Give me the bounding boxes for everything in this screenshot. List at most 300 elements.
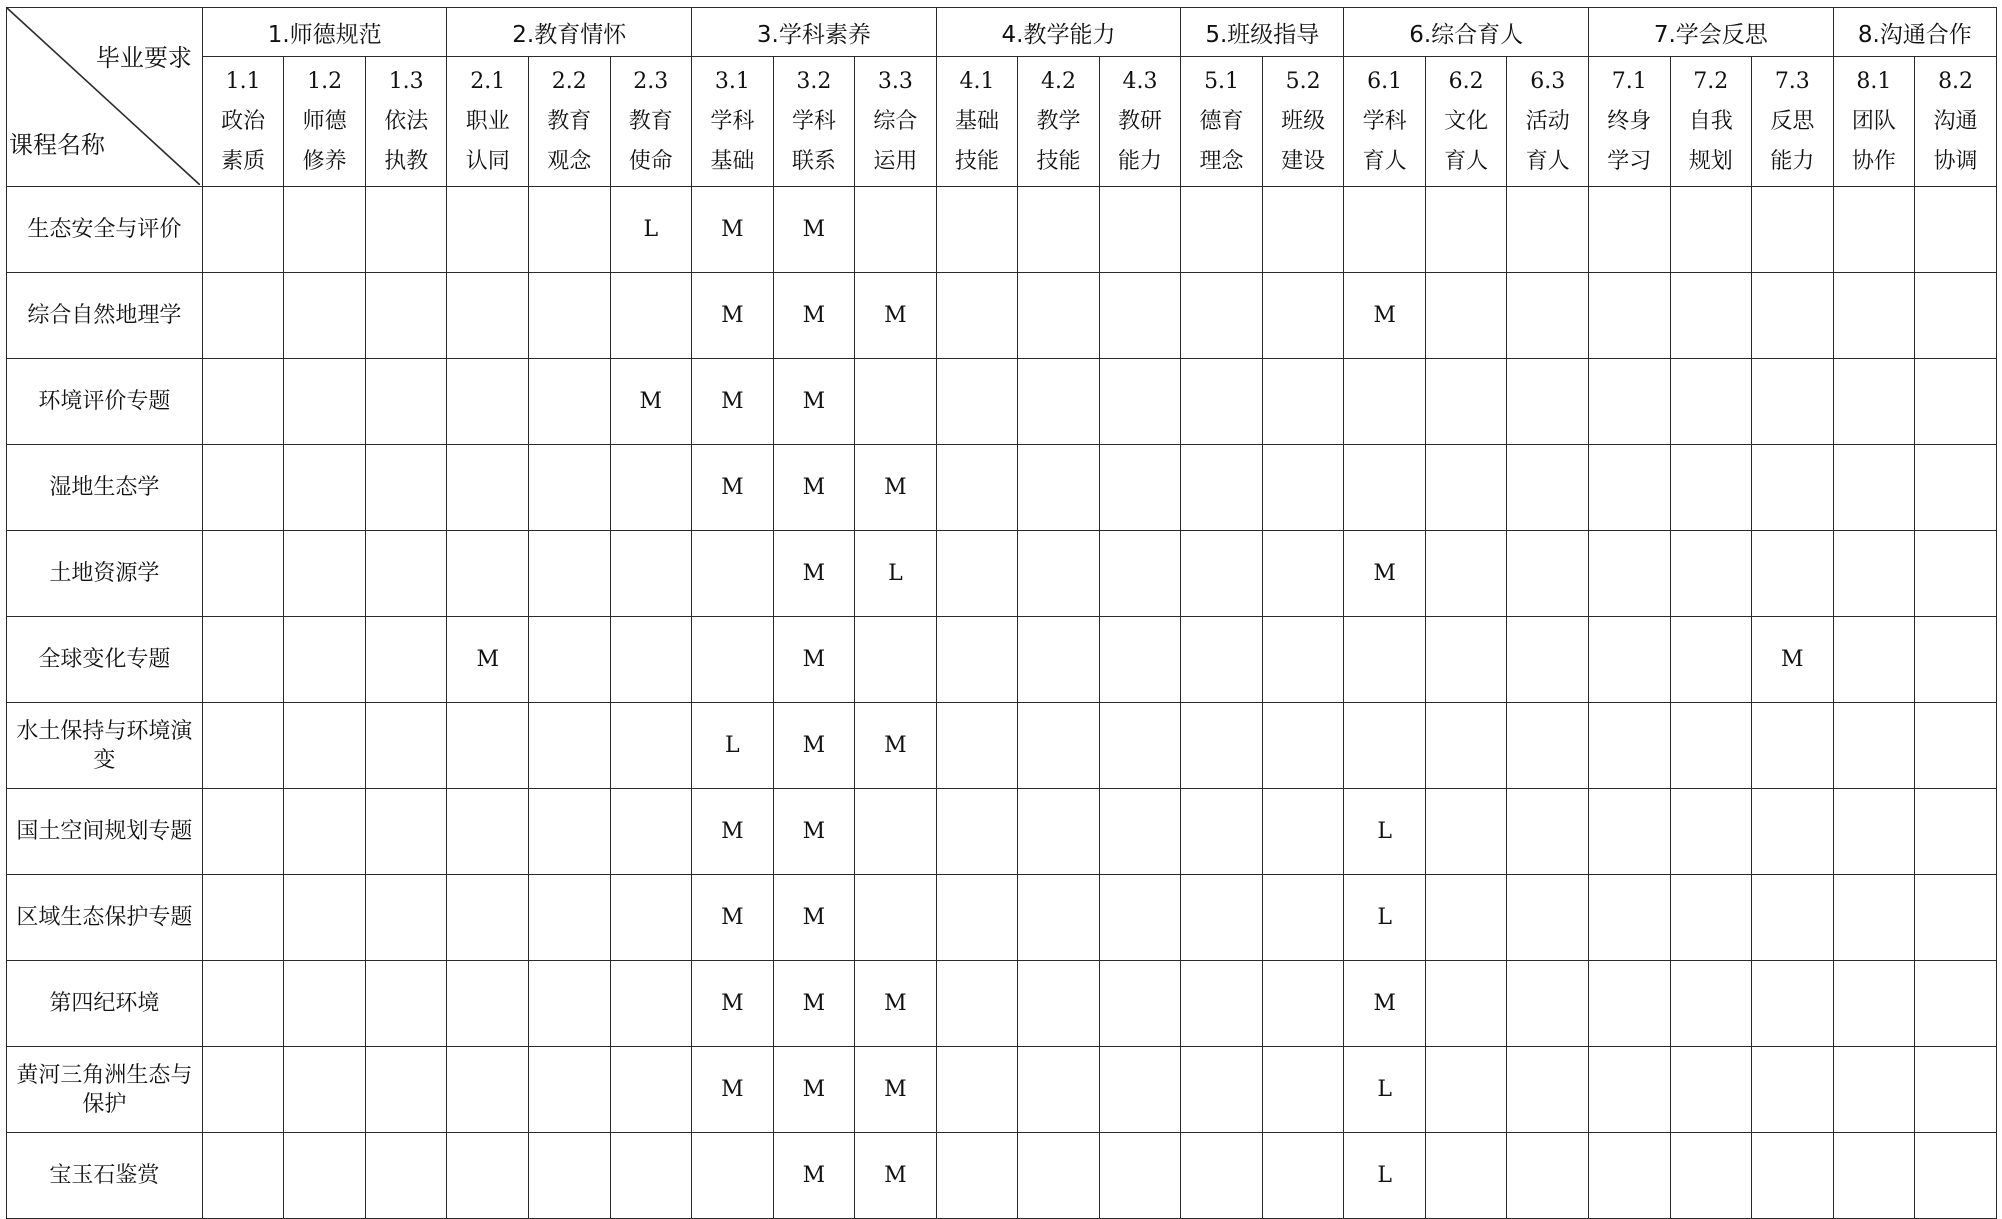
support-level-cell — [1670, 1133, 1752, 1219]
support-level-cell — [447, 789, 529, 875]
support-level-cell — [1833, 961, 1915, 1047]
support-level-cell: M — [773, 789, 855, 875]
support-level-cell — [447, 1133, 529, 1219]
sub-requirement-label-line: 基础 — [710, 148, 755, 174]
support-level-cell — [365, 445, 447, 531]
support-level-cell — [1915, 1133, 1997, 1219]
support-level-cell — [1752, 1133, 1834, 1219]
sub-requirement-header — [1507, 57, 1589, 187]
support-level-cell — [1344, 703, 1426, 789]
support-level-cell — [1181, 1047, 1263, 1133]
support-level-cell — [1507, 1133, 1589, 1219]
support-level-cell — [1915, 1047, 1997, 1133]
requirement-group-header: 6.综合育人 — [1344, 8, 1589, 57]
sub-requirement-label-line: 技能 — [1036, 148, 1081, 174]
course-name: 土地资源学 — [7, 531, 203, 617]
support-level-cell — [1262, 789, 1344, 875]
support-level-cell: M — [692, 1047, 774, 1133]
support-level-cell — [1425, 1133, 1507, 1219]
support-level-cell — [1425, 789, 1507, 875]
support-level-cell: M — [773, 703, 855, 789]
support-level-cell — [1181, 531, 1263, 617]
support-level-cell — [1344, 445, 1426, 531]
sub-requirement-code: 7.2 — [1693, 68, 1729, 94]
sub-requirement-label-line: 理念 — [1199, 148, 1244, 174]
requirement-group-header: 3.学科素养 — [692, 8, 937, 57]
support-level-cell — [447, 531, 529, 617]
sub-requirement-label-line: 育人 — [1444, 148, 1489, 174]
support-level-cell: M — [773, 1047, 855, 1133]
sub-requirement-label-line: 文化 — [1444, 108, 1489, 134]
support-level-cell: M — [610, 359, 692, 445]
requirement-group-header: 5.班级指导 — [1181, 8, 1344, 57]
sub-requirement-label-line: 建设 — [1281, 148, 1326, 174]
support-level-cell — [1181, 359, 1263, 445]
support-level-cell: M — [855, 445, 937, 531]
support-level-cell — [855, 187, 937, 273]
requirement-group-row — [7, 8, 1997, 57]
support-level-cell — [202, 273, 284, 359]
matrix-header — [7, 8, 1997, 187]
support-level-cell — [1181, 703, 1263, 789]
requirement-group-header: 7.学会反思 — [1588, 8, 1833, 57]
support-level-cell — [936, 445, 1018, 531]
support-level-cell — [936, 961, 1018, 1047]
sub-requirement-label-line: 依法 — [384, 108, 429, 134]
requirement-group-header: 4.教学能力 — [936, 8, 1181, 57]
sub-requirement-header — [1588, 57, 1670, 187]
course-name: 综合自然地理学 — [7, 273, 203, 359]
support-level-cell — [1915, 531, 1997, 617]
support-level-cell — [202, 445, 284, 531]
sub-requirement-header — [1833, 57, 1915, 187]
support-level-cell — [692, 531, 774, 617]
support-level-cell — [610, 617, 692, 703]
sub-requirement-header — [529, 57, 611, 187]
support-level-cell — [1425, 961, 1507, 1047]
support-level-cell — [202, 961, 284, 1047]
support-level-cell — [1181, 789, 1263, 875]
support-level-cell — [1670, 617, 1752, 703]
course-row — [7, 187, 1997, 273]
support-level-cell — [529, 703, 611, 789]
support-level-cell — [1507, 273, 1589, 359]
support-level-cell — [1425, 187, 1507, 273]
support-level-cell — [936, 789, 1018, 875]
support-level-cell — [1752, 187, 1834, 273]
support-level-cell — [1262, 875, 1344, 961]
support-level-cell: M — [447, 617, 529, 703]
support-level-cell — [1588, 789, 1670, 875]
support-level-cell: M — [692, 273, 774, 359]
support-level-cell — [1425, 359, 1507, 445]
support-level-cell — [610, 531, 692, 617]
course-name: 环境评价专题 — [7, 359, 203, 445]
support-level-cell — [1752, 703, 1834, 789]
support-level-cell — [1670, 187, 1752, 273]
support-level-cell — [202, 789, 284, 875]
support-level-cell — [1752, 359, 1834, 445]
support-level-cell — [1507, 961, 1589, 1047]
sub-requirement-label-line: 育人 — [1525, 148, 1570, 174]
sub-requirement-header — [773, 57, 855, 187]
sub-requirement-label-line: 联系 — [791, 148, 836, 174]
support-level-cell — [1018, 703, 1100, 789]
requirement-group-header: 8.沟通合作 — [1833, 8, 1996, 57]
support-level-cell — [529, 273, 611, 359]
sub-requirement-label-line: 德育 — [1199, 108, 1244, 134]
support-level-cell — [1099, 617, 1181, 703]
support-level-cell — [1588, 961, 1670, 1047]
support-level-cell — [1262, 617, 1344, 703]
support-level-cell — [936, 359, 1018, 445]
requirements-axis-label: 毕业要求 — [95, 44, 192, 72]
sub-requirement-header — [1344, 57, 1426, 187]
course-axis-label: 课程名称 — [9, 131, 105, 159]
sub-requirement-header — [284, 57, 366, 187]
support-level-cell — [610, 875, 692, 961]
support-level-cell — [529, 1133, 611, 1219]
sub-requirement-label-line: 教研 — [1118, 108, 1163, 134]
support-level-cell: M — [1752, 617, 1834, 703]
sub-requirement-code: 2.1 — [470, 68, 506, 94]
support-level-cell — [1425, 703, 1507, 789]
support-level-cell — [529, 1047, 611, 1133]
support-level-cell — [284, 445, 366, 531]
support-level-cell — [855, 789, 937, 875]
sub-requirement-header — [1915, 57, 1997, 187]
support-level-cell — [284, 531, 366, 617]
support-level-cell — [1262, 531, 1344, 617]
support-level-cell — [447, 273, 529, 359]
support-level-cell — [1833, 359, 1915, 445]
sub-requirement-header — [1670, 57, 1752, 187]
support-level-cell — [284, 789, 366, 875]
sub-requirement-code: 3.2 — [796, 68, 832, 94]
support-level-cell: L — [1344, 1047, 1426, 1133]
support-level-cell — [1099, 789, 1181, 875]
support-level-cell — [936, 1047, 1018, 1133]
sub-requirement-header — [447, 57, 529, 187]
support-level-cell — [855, 617, 937, 703]
support-level-cell — [1670, 789, 1752, 875]
support-level-cell — [1915, 273, 1997, 359]
course-row — [7, 1133, 1997, 1219]
sub-requirement-label-line: 综合 — [873, 108, 918, 134]
support-level-cell: M — [692, 875, 774, 961]
support-level-cell — [1262, 273, 1344, 359]
course-name: 湿地生态学 — [7, 445, 203, 531]
support-level-cell — [1425, 1047, 1507, 1133]
sub-requirement-label-line: 规划 — [1688, 148, 1733, 174]
support-level-cell — [284, 875, 366, 961]
support-level-cell — [1425, 617, 1507, 703]
support-level-cell — [1099, 961, 1181, 1047]
support-level-cell — [1181, 1133, 1263, 1219]
support-level-cell — [202, 531, 284, 617]
support-level-cell — [202, 703, 284, 789]
support-level-cell — [529, 445, 611, 531]
support-level-cell — [1099, 1133, 1181, 1219]
support-level-cell — [1181, 187, 1263, 273]
support-level-cell — [1181, 961, 1263, 1047]
support-level-cell — [1588, 445, 1670, 531]
support-level-cell — [1099, 273, 1181, 359]
sub-requirement-label-line: 班级 — [1281, 108, 1326, 134]
sub-requirement-label-line: 学科 — [710, 108, 755, 134]
support-level-cell — [1018, 187, 1100, 273]
sub-requirement-code: 2.2 — [551, 68, 587, 94]
support-level-cell — [1752, 445, 1834, 531]
sub-requirement-label-line: 素质 — [221, 148, 266, 174]
support-level-cell — [202, 1133, 284, 1219]
support-level-cell — [1752, 875, 1834, 961]
support-level-cell — [1018, 961, 1100, 1047]
support-level-cell — [1181, 445, 1263, 531]
support-level-cell: M — [692, 359, 774, 445]
support-level-cell — [1344, 617, 1426, 703]
support-level-cell — [529, 789, 611, 875]
support-level-cell — [1018, 359, 1100, 445]
support-level-cell — [1915, 875, 1997, 961]
support-level-cell: M — [1344, 961, 1426, 1047]
support-level-cell: M — [855, 703, 937, 789]
support-level-cell — [284, 187, 366, 273]
course-row — [7, 359, 1997, 445]
support-level-cell — [1670, 445, 1752, 531]
support-level-cell — [447, 445, 529, 531]
support-level-cell — [1018, 445, 1100, 531]
support-level-cell — [284, 1047, 366, 1133]
course-row — [7, 875, 1997, 961]
support-level-cell — [1507, 617, 1589, 703]
support-level-cell — [284, 1133, 366, 1219]
support-level-cell — [692, 617, 774, 703]
support-level-cell — [529, 359, 611, 445]
support-level-cell — [529, 617, 611, 703]
support-level-cell — [1833, 273, 1915, 359]
support-level-cell: M — [773, 445, 855, 531]
course-name: 水土保持与环境演变 — [7, 703, 203, 789]
support-level-cell — [1099, 187, 1181, 273]
sub-requirement-code: 6.3 — [1530, 68, 1566, 94]
sub-requirement-header — [1018, 57, 1100, 187]
support-level-cell — [202, 617, 284, 703]
sub-requirement-code: 4.2 — [1040, 68, 1076, 94]
sub-requirement-header — [1752, 57, 1834, 187]
support-level-cell — [365, 1047, 447, 1133]
support-level-cell — [1752, 789, 1834, 875]
support-level-cell — [1507, 789, 1589, 875]
support-level-cell — [1507, 359, 1589, 445]
support-level-cell — [1425, 531, 1507, 617]
support-level-cell — [1018, 273, 1100, 359]
sub-requirement-code: 5.2 — [1285, 68, 1321, 94]
support-level-cell — [284, 617, 366, 703]
course-row — [7, 1047, 1997, 1133]
sub-requirement-header — [1181, 57, 1263, 187]
support-level-cell — [610, 703, 692, 789]
sub-requirement-label-line: 教育 — [547, 108, 592, 134]
support-level-cell — [1833, 875, 1915, 961]
support-level-cell — [447, 1047, 529, 1133]
support-level-cell — [447, 961, 529, 1047]
support-level-cell — [1833, 187, 1915, 273]
support-level-cell — [1262, 187, 1344, 273]
support-level-cell — [610, 1047, 692, 1133]
requirement-group-header: 1.师德规范 — [202, 8, 447, 57]
support-level-cell — [1181, 875, 1263, 961]
sub-requirement-code: 3.3 — [877, 68, 913, 94]
support-level-cell: M — [855, 273, 937, 359]
support-level-cell — [1262, 1047, 1344, 1133]
support-level-cell — [1670, 875, 1752, 961]
support-level-cell — [1833, 617, 1915, 703]
sub-requirement-label-line: 认同 — [465, 148, 510, 174]
support-level-cell — [1833, 703, 1915, 789]
support-level-cell — [1588, 1047, 1670, 1133]
sub-requirement-label-line: 修养 — [302, 148, 347, 174]
sub-requirement-code: 8.1 — [1856, 68, 1892, 94]
support-level-cell — [1833, 789, 1915, 875]
sub-requirement-code: 2.3 — [633, 68, 669, 94]
support-level-cell — [1262, 445, 1344, 531]
sub-requirement-code: 7.3 — [1774, 68, 1810, 94]
support-level-cell — [447, 703, 529, 789]
sub-requirement-label-line: 育人 — [1362, 148, 1407, 174]
support-level-cell — [1425, 875, 1507, 961]
support-level-cell — [1670, 961, 1752, 1047]
support-level-cell — [1833, 1133, 1915, 1219]
course-row — [7, 961, 1997, 1047]
support-level-cell — [1099, 359, 1181, 445]
support-level-cell — [529, 875, 611, 961]
support-level-cell — [1915, 703, 1997, 789]
sub-requirement-label-line: 活动 — [1525, 108, 1570, 134]
support-level-cell — [936, 273, 1018, 359]
support-level-cell — [202, 1047, 284, 1133]
sub-requirement-code: 3.1 — [714, 68, 750, 94]
support-level-cell — [365, 531, 447, 617]
support-level-cell — [610, 445, 692, 531]
sub-requirement-label-line: 团队 — [1851, 108, 1896, 134]
support-level-cell — [1018, 789, 1100, 875]
sub-requirement-code: 1.1 — [225, 68, 261, 94]
support-level-cell — [1833, 531, 1915, 617]
course-row — [7, 789, 1997, 875]
sub-requirement-label-line: 协作 — [1851, 148, 1896, 174]
support-level-cell: M — [855, 961, 937, 1047]
support-level-cell — [365, 703, 447, 789]
support-level-cell — [1099, 1047, 1181, 1133]
sub-requirement-label-line: 技能 — [954, 148, 999, 174]
sub-requirement-label-line: 师德 — [302, 108, 347, 134]
support-level-cell: M — [773, 961, 855, 1047]
sub-requirement-label-line: 协调 — [1933, 148, 1978, 174]
sub-requirement-code: 4.1 — [959, 68, 995, 94]
support-level-cell: L — [1344, 1133, 1426, 1219]
sub-requirement-label-line: 自我 — [1688, 108, 1733, 134]
support-level-cell — [936, 187, 1018, 273]
sub-requirement-header — [202, 57, 284, 187]
support-level-cell — [936, 617, 1018, 703]
requirement-group-header: 2.教育情怀 — [447, 8, 692, 57]
support-level-cell — [1915, 187, 1997, 273]
support-level-cell — [529, 961, 611, 1047]
support-level-cell — [1915, 617, 1997, 703]
support-level-cell: M — [773, 359, 855, 445]
sub-requirement-header — [365, 57, 447, 187]
sub-requirement-code: 1.2 — [307, 68, 343, 94]
matrix-body — [7, 187, 1997, 1219]
support-level-cell — [1752, 961, 1834, 1047]
support-level-cell — [365, 1133, 447, 1219]
sub-requirement-label-line: 沟通 — [1933, 108, 1978, 134]
support-level-cell: L — [692, 703, 774, 789]
support-level-cell — [1507, 445, 1589, 531]
support-level-cell: M — [692, 445, 774, 531]
support-level-cell: M — [773, 1133, 855, 1219]
support-level-cell — [1670, 359, 1752, 445]
support-level-cell — [1425, 445, 1507, 531]
course-name: 黄河三角洲生态与保护 — [7, 1047, 203, 1133]
support-level-cell — [855, 359, 937, 445]
support-level-cell — [610, 789, 692, 875]
sub-requirement-header — [936, 57, 1018, 187]
course-name: 全球变化专题 — [7, 617, 203, 703]
support-level-cell — [1670, 1047, 1752, 1133]
support-level-cell — [202, 359, 284, 445]
support-level-cell — [1915, 961, 1997, 1047]
course-name: 国土空间规划专题 — [7, 789, 203, 875]
support-level-cell — [1018, 875, 1100, 961]
support-level-cell — [202, 875, 284, 961]
sub-requirement-label-line: 教学 — [1036, 108, 1081, 134]
course-name: 第四纪环境 — [7, 961, 203, 1047]
support-level-cell — [202, 187, 284, 273]
support-level-cell — [1425, 273, 1507, 359]
course-row — [7, 531, 1997, 617]
support-level-cell: M — [855, 1047, 937, 1133]
support-level-cell — [529, 531, 611, 617]
support-level-cell — [447, 187, 529, 273]
sub-requirement-label-line: 能力 — [1118, 148, 1163, 174]
support-level-cell — [1344, 359, 1426, 445]
course-name: 区域生态保护专题 — [7, 875, 203, 961]
support-level-cell — [1018, 1133, 1100, 1219]
support-level-cell — [936, 703, 1018, 789]
support-level-cell — [1833, 1047, 1915, 1133]
support-level-cell — [1507, 875, 1589, 961]
support-level-cell — [610, 961, 692, 1047]
support-level-cell: M — [692, 187, 774, 273]
support-level-cell: L — [1344, 789, 1426, 875]
sub-requirement-header — [692, 57, 774, 187]
support-level-cell — [1915, 359, 1997, 445]
sub-requirement-label-line: 运用 — [873, 148, 918, 174]
course-name: 生态安全与评价 — [7, 187, 203, 273]
course-row — [7, 273, 1997, 359]
support-level-cell — [610, 273, 692, 359]
support-level-cell — [1588, 273, 1670, 359]
support-level-cell: M — [773, 531, 855, 617]
sub-requirement-label-line: 使命 — [628, 148, 673, 174]
support-level-cell — [1752, 531, 1834, 617]
support-level-cell — [284, 961, 366, 1047]
sub-requirement-code: 6.1 — [1367, 68, 1403, 94]
support-level-cell — [529, 187, 611, 273]
support-level-cell — [1099, 875, 1181, 961]
